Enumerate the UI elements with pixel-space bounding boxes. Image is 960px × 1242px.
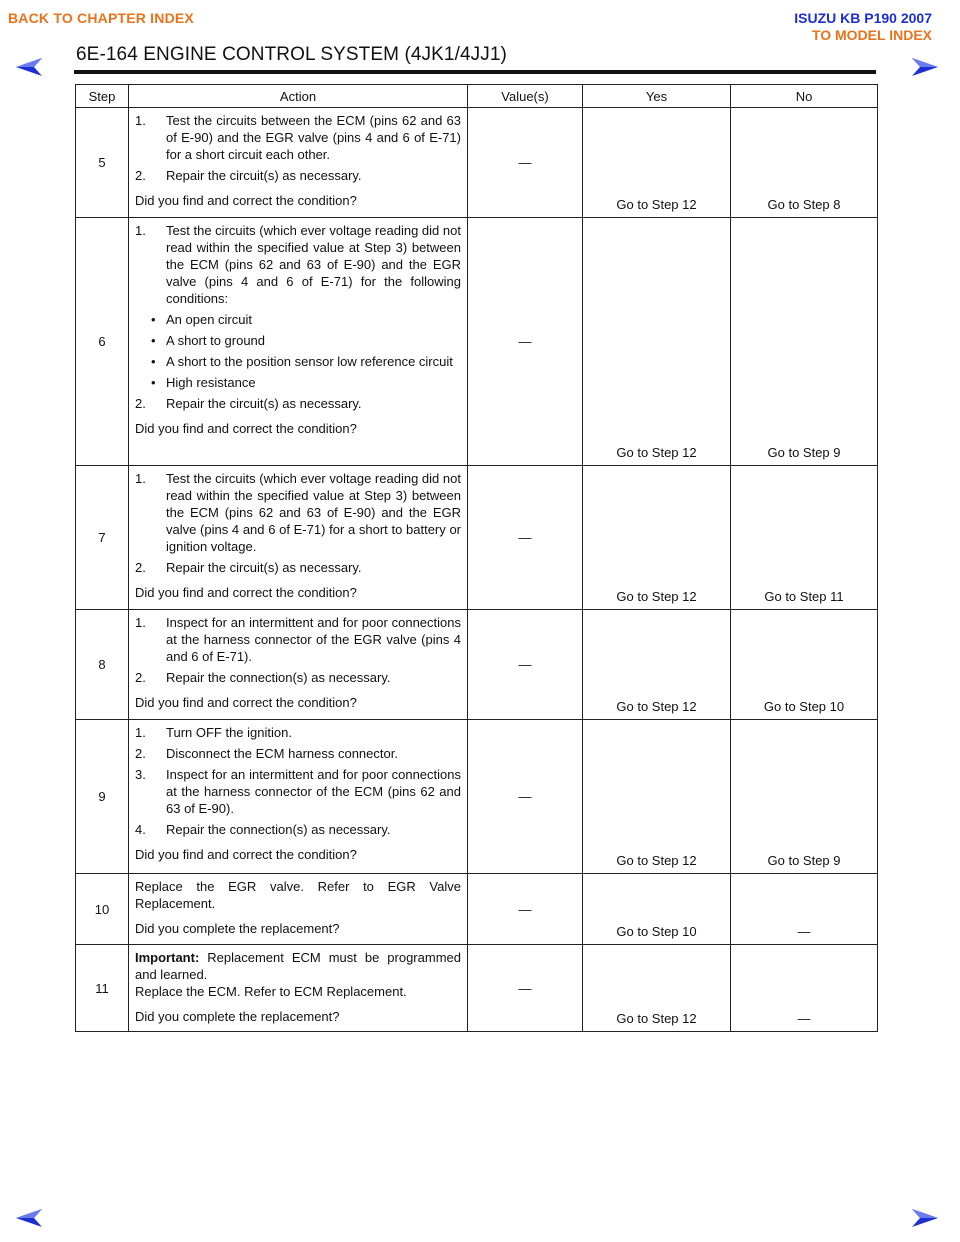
col-header-values: Value(s) — [468, 85, 583, 108]
question: Did you find and correct the condition? — [135, 193, 357, 208]
question: Did you complete the replacement? — [135, 1009, 340, 1024]
model-index-link[interactable] — [794, 10, 932, 44]
value-cell: — — [468, 108, 583, 218]
table-row — [76, 466, 878, 610]
yes-cell: Go to Step 12 — [583, 218, 731, 466]
col-header-yes: Yes — [583, 85, 731, 108]
to-model-index-label: TO MODEL INDEX — [811, 27, 932, 43]
question: Did you complete the replacement? — [135, 921, 340, 936]
step-number: 5 — [76, 108, 129, 218]
bullet-item: • A short to ground — [151, 333, 266, 348]
action-text: Replace the EGR valve. Refer to EGR Valve Replacement. — [135, 879, 461, 911]
action-cell — [129, 874, 468, 945]
no-cell: Go to Step 9 — [731, 218, 878, 466]
yes-cell: Go to Step 12 — [583, 945, 731, 1032]
action-item: 2. Repair the circuit(s) as necessary. — [135, 560, 362, 575]
diagnostic-table — [75, 84, 878, 1032]
next-page-arrow-icon-bottom[interactable] — [910, 1207, 940, 1229]
action-item: 1. Inspect for an intermittent and for poor connections at the harness connector of the EGR valve (pins 4 and 6 of E-71). — [135, 615, 461, 664]
question: Did you find and correct the condition? — [135, 421, 357, 436]
action-cell — [129, 720, 468, 874]
action-item: 2. Repair the circuit(s) as necessary. — [135, 168, 362, 183]
action-item: 1. Test the circuits (which ever voltage reading did not read within the specified value at Step 3) between the ECM (pins 62 and 63 of E-90) and the EGR valve (pins 4 and 6 of E-71) for the following conditions: • An open circuit • A short to ground • A short to the position sensor low reference circuit • High resistance — [135, 223, 461, 390]
action-item: 3. Inspect for an intermittent and for poor connections at the harness connector of the ECM (pins 62 and 63 of E-90). — [135, 767, 461, 816]
bullet-item: • High resistance — [151, 375, 256, 390]
value-cell: — — [468, 466, 583, 610]
step-number: 10 — [76, 874, 129, 945]
important-note: Important: Replacement ECM must be programmed and learned. — [135, 950, 461, 982]
model-title: ISUZU KB P190 2007 — [794, 10, 932, 26]
no-cell: — — [731, 874, 878, 945]
question: Did you find and correct the condition? — [135, 695, 357, 710]
table-row — [76, 108, 878, 218]
question: Did you find and correct the condition? — [135, 847, 357, 862]
value-cell: — — [468, 218, 583, 466]
col-header-action: Action — [129, 85, 468, 108]
important-label: Important: — [135, 950, 200, 965]
page-title: 6E-164 ENGINE CONTROL SYSTEM (4JK1/4JJ1) — [76, 44, 507, 65]
yes-cell: Go to Step 10 — [583, 874, 731, 945]
action-item: 2. Repair the circuit(s) as necessary. — [135, 396, 362, 411]
yes-cell: Go to Step 12 — [583, 610, 731, 720]
action-cell — [129, 945, 468, 1032]
col-header-no: No — [731, 85, 878, 108]
table-row — [76, 720, 878, 874]
action-item: 1. Turn OFF the ignition. — [135, 725, 292, 740]
yes-cell: Go to Step 12 — [583, 466, 731, 610]
step-number: 7 — [76, 466, 129, 610]
action-item: 1. Test the circuits between the ECM (pins 62 and 63 of E-90) and the EGR valve (pins 4 and 6 of E-71) for a short circuit each other. — [135, 113, 461, 162]
step-number: 9 — [76, 720, 129, 874]
prev-page-arrow-icon[interactable] — [14, 56, 44, 78]
no-cell: Go to Step 8 — [731, 108, 878, 218]
col-header-step: Step — [76, 85, 129, 108]
table-header-row — [76, 85, 878, 108]
question: Did you find and correct the condition? — [135, 585, 357, 600]
title-rule — [74, 70, 876, 74]
yes-cell: Go to Step 12 — [583, 108, 731, 218]
action-item: 4. Repair the connection(s) as necessary. — [135, 822, 391, 837]
no-cell: Go to Step 9 — [731, 720, 878, 874]
prev-page-arrow-icon-bottom[interactable] — [14, 1207, 44, 1229]
bullet-item: • A short to the position sensor low reference circuit — [151, 354, 453, 369]
no-cell: — — [731, 945, 878, 1032]
table-row — [76, 610, 878, 720]
action-cell — [129, 466, 468, 610]
action-item: 1. Test the circuits (which ever voltage reading did not read within the specified value at Step 3) between the ECM (pins 62 and 63 of E-90) and the EGR valve (pins 4 and 6 of E-71) for a short to battery or ignition voltage. — [135, 471, 461, 554]
step-number: 6 — [76, 218, 129, 466]
step-number: 11 — [76, 945, 129, 1032]
action-text: Replace the ECM. Refer to ECM Replacement. — [135, 984, 407, 999]
action-item: 2. Disconnect the ECM harness connector. — [135, 746, 398, 761]
action-cell — [129, 108, 468, 218]
table-row — [76, 945, 878, 1032]
bullet-item: • An open circuit — [151, 312, 252, 327]
action-cell — [129, 610, 468, 720]
action-cell — [129, 218, 468, 466]
back-to-chapter-index-link[interactable]: BACK TO CHAPTER INDEX — [8, 10, 194, 26]
value-cell: — — [468, 720, 583, 874]
no-cell: Go to Step 11 — [731, 466, 878, 610]
table-row — [76, 218, 878, 466]
next-page-arrow-icon[interactable] — [910, 56, 940, 78]
value-cell: — — [468, 945, 583, 1032]
no-cell: Go to Step 10 — [731, 610, 878, 720]
value-cell: — — [468, 874, 583, 945]
yes-cell: Go to Step 12 — [583, 720, 731, 874]
action-item: 2. Repair the connection(s) as necessary. — [135, 670, 391, 685]
table-row — [76, 874, 878, 945]
value-cell: — — [468, 610, 583, 720]
step-number: 8 — [76, 610, 129, 720]
